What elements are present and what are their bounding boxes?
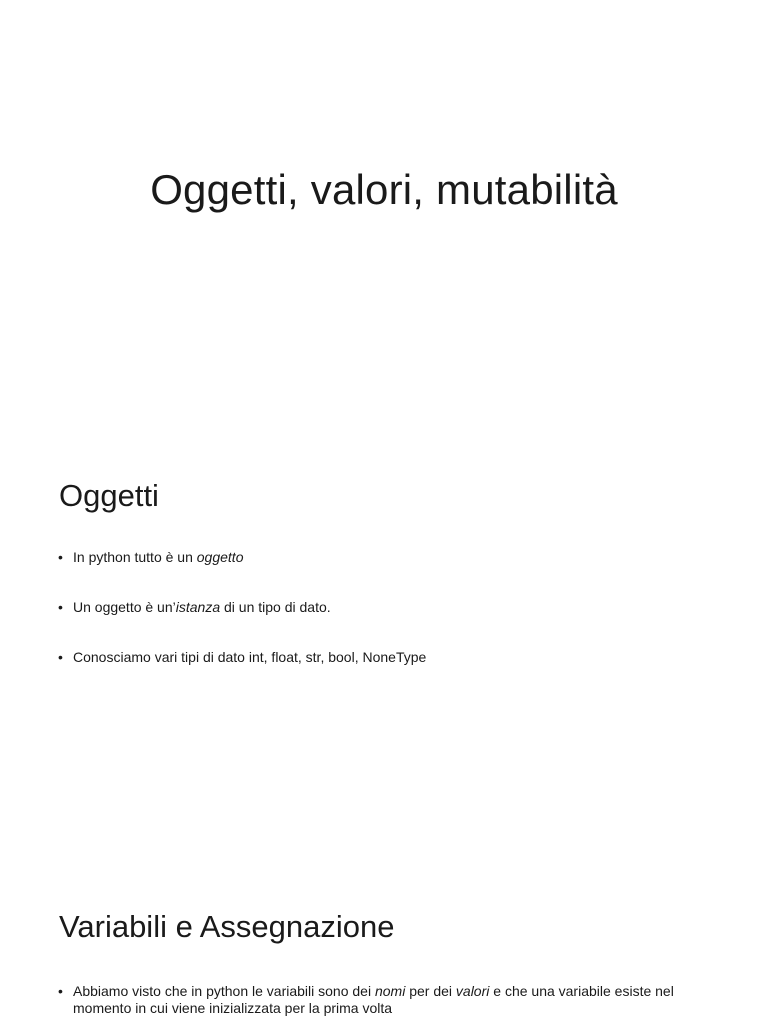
bullet-item [58,649,426,666]
bullet-item [58,549,426,566]
bullet-emphasis: oggetto [196,549,244,565]
bullet-icon: • [58,649,63,665]
presentation-title: Oggetti, valori, mutabilità [150,166,618,213]
bullet-icon: • [58,549,63,565]
bullet-text: di un tipo di dato. [220,599,331,615]
bullet-text: In python tutto è un [73,549,197,565]
bullet-text: e che una variabile esiste nel momento in cui viene inizializzata per la prima volta [73,983,674,1016]
bullet-emphasis: nomi [374,983,406,999]
bullet-text: Un oggetto è un’ [73,599,176,615]
bullet-list [58,983,728,1017]
slide-variabili [0,864,768,1024]
slide-heading: Oggetti [59,478,159,513]
bullet-icon: • [58,983,63,999]
slide-heading: Variabili e Assegnazione [59,909,395,944]
bullet-icon: • [58,599,63,615]
bullet-emphasis: valori [455,983,490,999]
bullet-text: Abbiamo visto che in python le variabili sono dei [73,983,375,999]
bullet-text: Conosciamo vari tipi di dato int, float, str, bool, NoneType [73,649,427,665]
bullet-item [58,599,426,616]
title-slide [0,0,768,432]
bullet-emphasis: istanza [175,599,221,615]
bullet-text: per dei [405,983,456,999]
bullet-item [58,983,728,1017]
bullet-list [58,549,426,699]
slide-oggetti [0,432,768,864]
